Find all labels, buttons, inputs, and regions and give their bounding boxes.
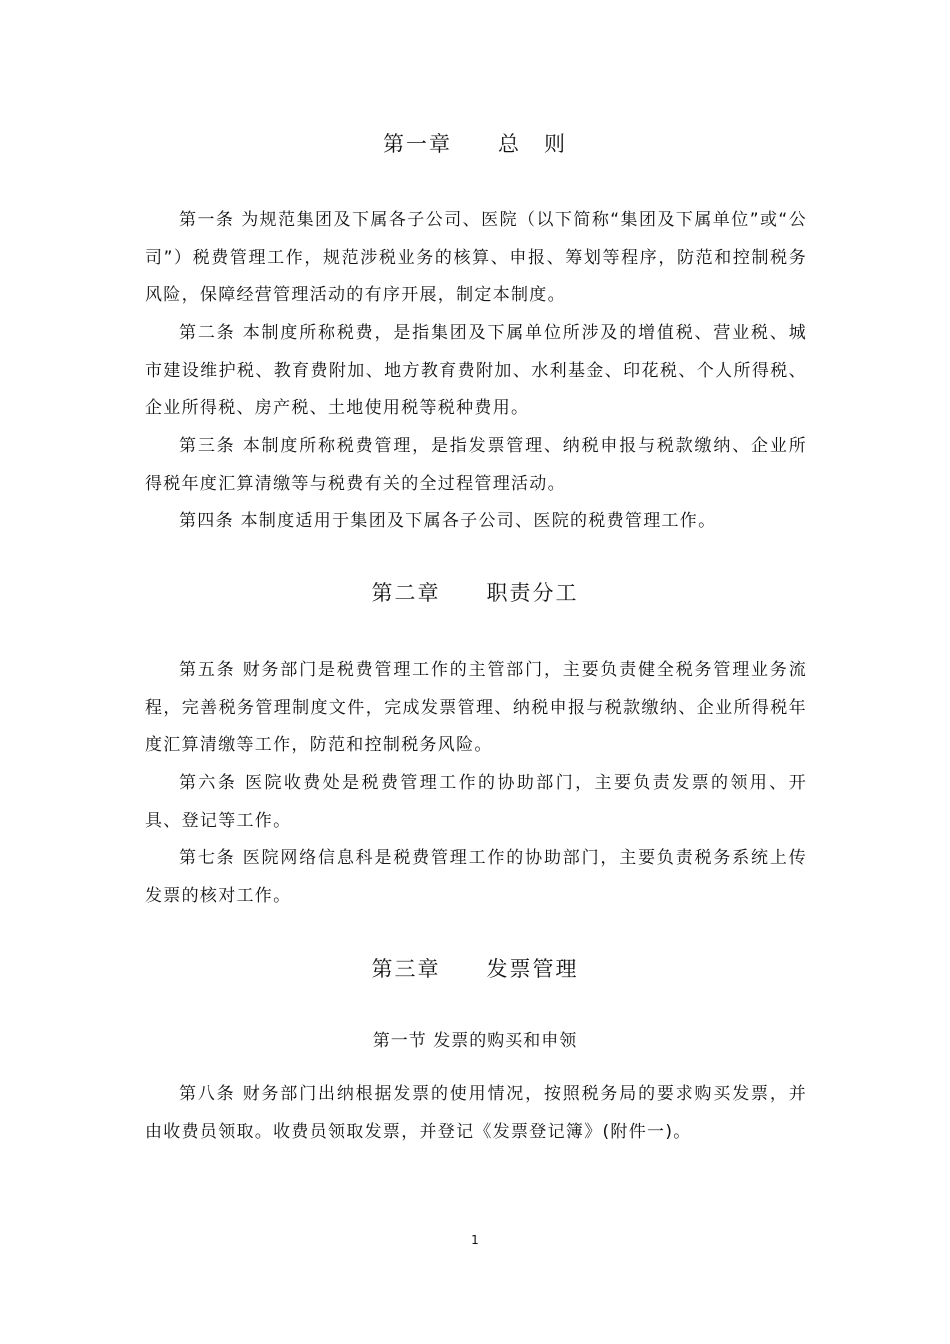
article-1: 第一条 为规范集团及下属各子公司、医院（以下简称“集团及下属单位”或“公司”）税费管理工作，规范涉税业务的核算、申报、筹划等程序，防范和控制税务风险，保障经营管理活动的有序开展，制定本制度。	[145, 210, 807, 305]
article-3: 第三条 本制度所称税费管理，是指发票管理、纳税申报与税款缴纳、企业所得税年度汇算清缴等与税费有关的全过程管理活动。	[145, 436, 807, 494]
chapter-1-title: 第一章 总 则	[383, 132, 567, 156]
chapter-3-title: 第三章 发票管理	[371, 957, 579, 981]
article-7: 第七条 医院网络信息科是税费管理工作的协助部门，主要负责税务系统上传发票的核对工作。	[145, 848, 807, 906]
page-number: 1	[471, 1233, 479, 1247]
article-4: 第四条 本制度适用于集团及下属各子公司、医院的税费管理工作。	[179, 511, 717, 531]
chapter-2-title: 第二章 职责分工	[371, 581, 579, 605]
article-6: 第六条 医院收费处是税费管理工作的协助部门，主要负责发票的领用、开具、登记等工作。	[145, 773, 807, 831]
article-8: 第八条 财务部门出纳根据发票的使用情况，按照税务局的要求购买发票，并由收费员领取。收费员领取发票，并登记《发票登记簿》(附件一)。	[145, 1084, 807, 1142]
article-2: 第二条 本制度所称税费，是指集团及下属单位所涉及的增值税、营业税、城市建设维护税、教育费附加、地方教育费附加、水利基金、印花税、个人所得税、企业所得税、房产税、土地使用税等税种费用。	[145, 323, 807, 418]
section-1-title: 第一节 发票的购买和申领	[372, 1031, 578, 1051]
article-5: 第五条 财务部门是税费管理工作的主管部门，主要负责健全税务管理业务流程，完善税务管理制度文件，完成发票管理、纳税申报与税款缴纳、企业所得税年度汇算清缴等工作，防范和控制税务风险。	[145, 660, 807, 755]
